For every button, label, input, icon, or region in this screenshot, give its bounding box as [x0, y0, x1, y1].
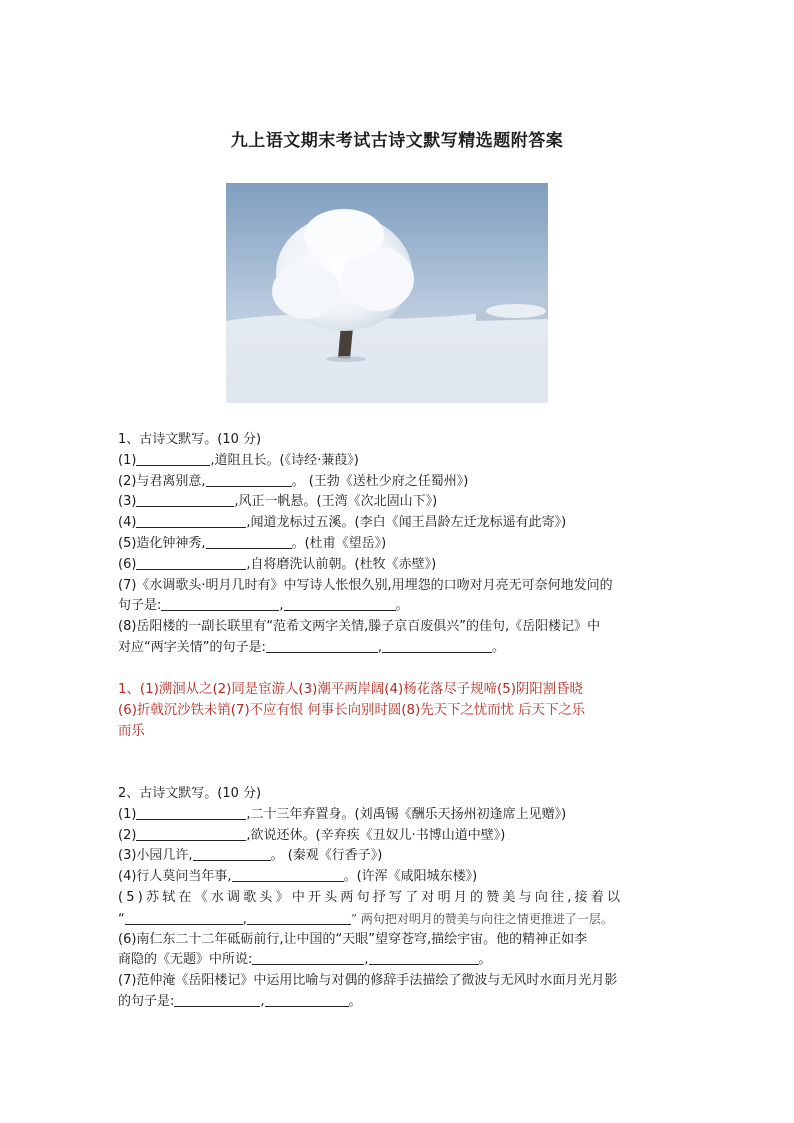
page-title: 九上语文期末考试古诗文默写精选题附答案 — [230, 131, 564, 151]
answer-blank[interactable] — [206, 535, 292, 549]
question-item: (8)岳阳楼的一副长联里有“范希文两字关情,滕子京百废俱兴”的佳句,《岳阳楼记》中 — [118, 619, 601, 635]
question-item: (5)苏轼在《水调歌头》中开头两句抒写了对明月的赞美与向往,接着以 — [118, 889, 624, 905]
question-item: (7)范仲淹《岳阳楼记》中运用比喻与对偶的修辞手法描绘了微波与无风时水面月光月影 — [118, 973, 618, 989]
question-item: 商隐的《无题》中所说: , 。 — [118, 952, 492, 968]
question-item: (2)与君离别意, 。 (王勃《送杜少府之任蜀州》) — [118, 473, 469, 489]
answer-line: 而乐 — [118, 723, 145, 739]
answer-blank[interactable] — [125, 911, 243, 925]
question-item: “ , ” 两句把对明月的赞美与向往之情更推进了一层。 — [118, 911, 613, 927]
answer-blank[interactable] — [284, 597, 396, 611]
question-item: (3) ,风正一帆悬。(王湾《次北固山下》) — [118, 494, 438, 510]
answer-blank[interactable] — [265, 993, 349, 1007]
question-item: 的句子是: , 。 — [118, 993, 362, 1009]
question-item: (4) ,闻道龙标过五溪。(李白《闻王昌龄左迁龙标遥有此寄》) — [118, 515, 567, 531]
answer-blank[interactable] — [136, 514, 246, 528]
answer-blank[interactable] — [247, 911, 351, 925]
answer-key-1 — [118, 680, 678, 742]
question-item: (7)《水调歌头·明月几时有》中写诗人怅恨久别,用埋怨的口吻对月亮无可奈何地发问的 — [118, 577, 613, 593]
question-item: 句子是: , 。 — [118, 598, 409, 614]
answer-blank[interactable] — [232, 868, 344, 882]
answer-blank[interactable] — [206, 473, 292, 487]
section-heading: 2、古诗文默写。(10 分) — [118, 786, 262, 801]
answer-blank[interactable] — [161, 597, 279, 611]
question-item: (4)行人莫问当年事, 。(许浑《咸阳城东楼》) — [118, 869, 478, 885]
question-item: (1) ,道阻且长。(《诗经·蒹葭》) — [118, 452, 359, 468]
snow-tree-photo — [226, 183, 548, 403]
answer-blank[interactable] — [136, 452, 210, 466]
question-item: (6)南仁东二十二年砥砺前行,让中国的“天眼”望穿苍穹,描绘宇宙。他的精神正如李 — [118, 931, 588, 947]
answer-blank[interactable] — [369, 951, 479, 965]
answer-blank[interactable] — [136, 827, 246, 841]
question-item: (2) ,欲说还休。(辛弃疾《丑奴儿·书博山道中壁》) — [118, 827, 506, 843]
answer-blank[interactable] — [266, 639, 378, 653]
section-heading: 1、古诗文默写。(10 分) — [118, 432, 262, 447]
answer-line: 1、(1)溯洄从之(2)同是宦游人(3)潮平两岸阔(4)杨花落尽子规啼(5)阴阳割昏晓 — [118, 682, 583, 697]
question-section-1 — [118, 430, 678, 659]
answer-blank[interactable] — [252, 951, 364, 965]
answer-blank[interactable] — [193, 847, 271, 861]
question-item: (1) ,二十三年弃置身。(刘禹锡《酬乐天扬州初逢席上见赠》) — [118, 806, 567, 822]
question-item: (3)小园几许, 。 (秦观《行香子》) — [118, 848, 383, 864]
answer-blank[interactable] — [382, 639, 492, 653]
question-item: (6) ,自将磨洗认前朝。(杜牧《赤壁》) — [118, 556, 437, 572]
answer-blank[interactable] — [136, 556, 246, 570]
answer-blank[interactable] — [136, 806, 246, 820]
answer-line: (6)折戟沉沙铁未销(7)不应有恨 何事长向别时圆(8)先天下之忧而忧 后天下之乐 — [118, 702, 586, 718]
answer-blank[interactable] — [136, 493, 234, 507]
answer-blank[interactable] — [174, 993, 260, 1007]
question-item: (5)造化钟神秀, 。(杜甫《望岳》) — [118, 535, 387, 551]
question-item: 对应“两字关情”的句子是: , 。 — [118, 639, 506, 655]
question-section-2 — [118, 784, 678, 1013]
